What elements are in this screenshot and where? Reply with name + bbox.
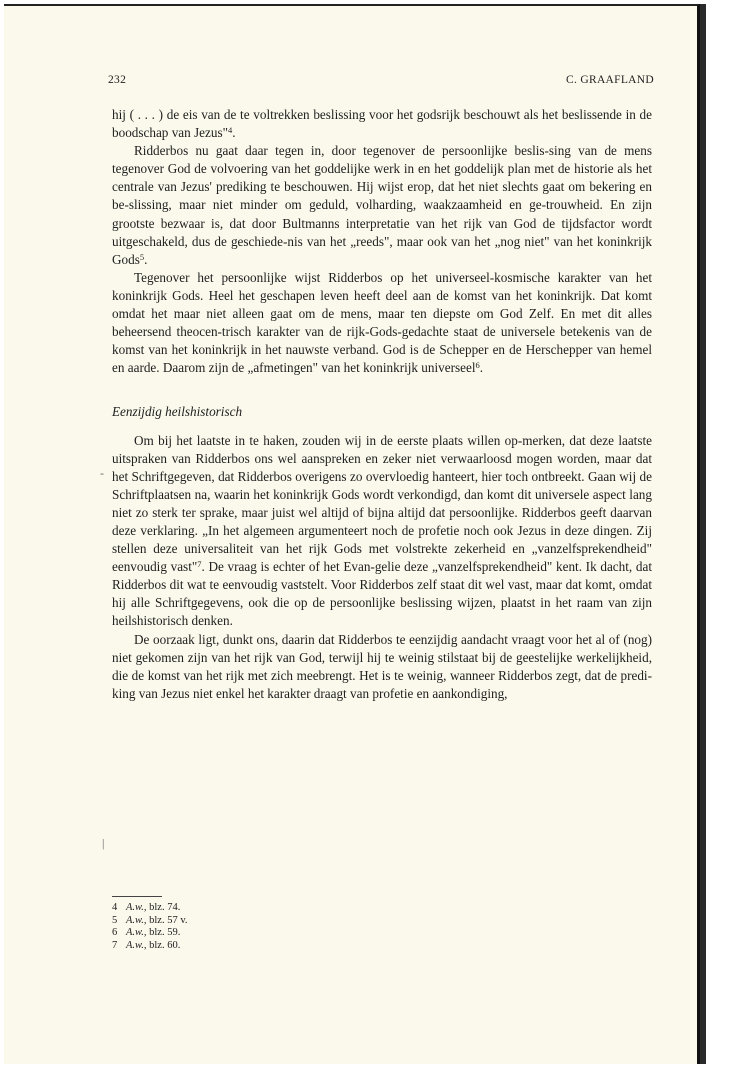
footnote-rule bbox=[112, 896, 162, 897]
paragraph-4 bbox=[112, 432, 652, 631]
body-text bbox=[112, 106, 652, 703]
page-edge-shadow bbox=[700, 4, 706, 1064]
footnote-ref: A.w., bbox=[126, 902, 147, 913]
footnote-text: blz. 60. bbox=[146, 939, 181, 951]
footnote-ref: A.w., bbox=[126, 914, 147, 926]
paragraph-2 bbox=[112, 142, 652, 269]
section-heading: Eenzijdig heilshistorisch bbox=[112, 404, 243, 420]
paragraph-1 bbox=[112, 106, 652, 142]
paragraph-text: hij ( . . . ) de eis van de te voltrekken beslissing voor het godsrijk beschouwt als het beslissende in de boodschap van Jezus" bbox=[112, 107, 652, 141]
footnote-ref: A.w., bbox=[126, 927, 147, 939]
paragraph-text: . bbox=[232, 125, 236, 141]
paragraph-5 bbox=[112, 631, 652, 703]
paragraph-text: . De vraag is echter of het Evan-gelie deze „vanzelfsprekendheid" kent. Ik dacht, dat Ridderbos dit wat te eenvoudig vaststelt. Voor Ridderbos zelf staat dit wel vast, maar dat komt, omdat hij alle Schriftgegevens, ook die op de persoonlijke beslissing wijzen, plaatst in het raam van zijn heilshistorisch denken. bbox=[112, 559, 652, 629]
footnote-marker: 6 bbox=[475, 360, 480, 371]
footnote-marker: 5 bbox=[139, 251, 145, 262]
paragraph-text: . bbox=[144, 251, 148, 267]
paragraph-text: De oorzaak ligt, dunkt ons, daarin dat Ridderbos te eenzijdig aandacht vraagt voor het al of (nog) niet gekomen zijn van het rijk van God, terwijl hij te weinig stilstaat bij de geestelijke werkelijkheid, die de komst van het rijk met zich meebrengt. Het is te weinig, wanneer Ridderbos zegt, dat de predi-king van Jezus niet enkel het karakter draagt van profetie en aankondiging, bbox=[112, 631, 652, 701]
footnote-number: 4 bbox=[112, 902, 118, 913]
footnote-number: 6 bbox=[112, 927, 118, 939]
footnote-ref: A.w., bbox=[126, 939, 147, 951]
footnote-item bbox=[112, 902, 188, 915]
footnote-text: blz. 74. bbox=[146, 902, 181, 913]
paragraph-3 bbox=[112, 269, 652, 378]
footnote-text: blz. 59. bbox=[146, 927, 181, 939]
paragraph-text: Ridderbos nu gaat daar tegen in, door tegenover de persoonlijke beslis-sing van de mens tegenover God de volvoering van het goddelijke werk in en het goddelijk plan met de historie als het centrale van Jezus' prediking te beschouwen. Hij wijst erop, dat het niet slechts gaat om bekering en be-slissing, maar niet minder om geduld, volharding, waakzaamheid en ge-trouwheid. En zijn grootste bezwaar is, dat door Bultmanns interpretatie van het rijk van God de tijdsfactor wordt uitgeschakeld, dus de geschiede-nis van het „reeds", maar ook van het „nog niet" van het koninkrijk Gods bbox=[112, 143, 652, 267]
footnote-marker: 4 bbox=[227, 125, 233, 136]
footnote-number: 7 bbox=[112, 939, 118, 951]
footnote-number: 5 bbox=[112, 914, 118, 926]
page-number: 232 bbox=[108, 74, 127, 86]
footnote-text: blz. 57 v. bbox=[146, 914, 188, 926]
footnote-item bbox=[112, 915, 188, 928]
running-head-author: C. GRAAFLAND bbox=[566, 74, 654, 86]
margin-dash-mark: - bbox=[100, 466, 104, 480]
running-header bbox=[108, 74, 654, 92]
footnotes bbox=[112, 902, 188, 952]
paragraph-text: . bbox=[479, 360, 484, 376]
paragraph-text: Om bij het laatste in te haken, zouden wij in de eerste plaats willen op-merken, dat deze laatste uitspraken van Ridderbos ons wel aanspreken en zeker niet verwaarloosd mogen worden, maar dat het Schriftgegeven, dat Ridderbos overigens zo overvloedig hanteert, hier toch ontbreekt. Gaan wij de Schriftplaatsen na, waarin het koninkrijk Gods wordt verkondigd, dan komt dit universele aspect lang niet zo sterk ter sprake, maar juist wel altijd of bijna altijd dat persoonlijke. Ridderbos geeft daarvan deze verklaring. „In het algemeen argumenteert noch de profetie noch ook Jezus in deze dingen. Zij stellen deze universaliteit van het rijk Gods met volstrekte zekerheid en „vanzelfsprekendheid" eenvoudig vast" bbox=[112, 432, 652, 575]
footnote-item bbox=[112, 927, 188, 940]
footnote-marker: 7 bbox=[197, 559, 202, 570]
paragraph-text: Tegenover het persoonlijke wijst Ridderbos op het universeel-kosmische karakter van het koninkrijk Gods. Heel het geschapen leven heeft deel aan de komst van het koninkrijk. Dat komt omdat het maar niet alleen gaat om de mens, maar ten diepste om God Zelf. En met dit alles beheersend theocen-trisch karakter van de rijk-Gods-gedachte staat de universele betekenis van de komst van het koninkrijk in het nauwste verband. God is de Schepper en de Herschepper van hemel en aarde. Daarom zijn de „afmetingen" van het koninkrijk universeel bbox=[112, 269, 652, 376]
footnote-item bbox=[112, 940, 188, 953]
margin-bar-mark: | bbox=[102, 836, 105, 850]
